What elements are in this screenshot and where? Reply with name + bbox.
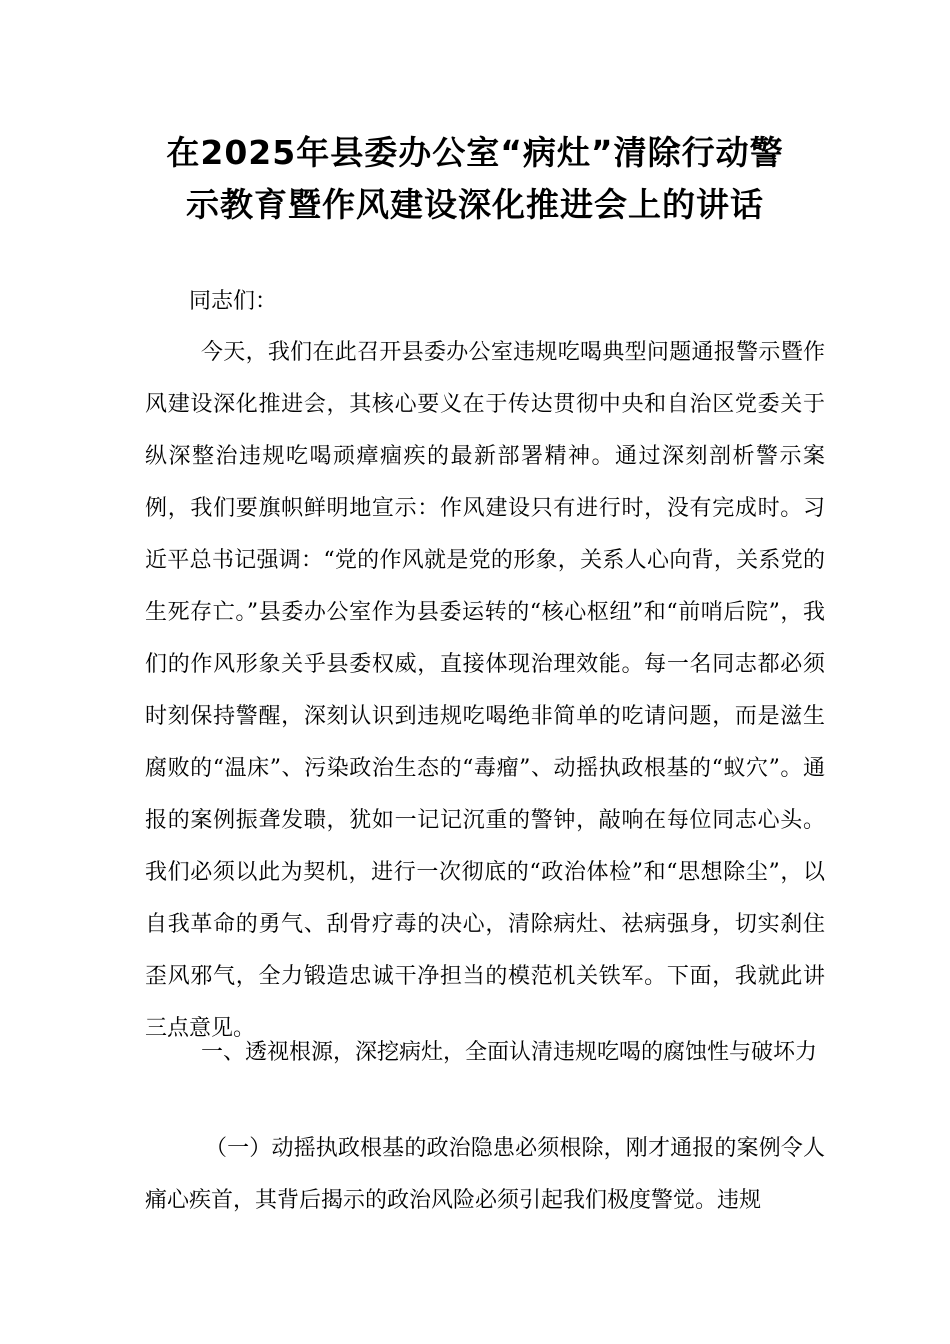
- document-title-line-1: 在2025年县委办公室“病灶”清除行动警: [166, 133, 784, 172]
- document-title-line-2: 示教育暨作风建设深化推进会上的讲话: [186, 185, 764, 224]
- salutation: 同志们：: [189, 289, 278, 314]
- paragraph-subsection-1: （一）动摇执政根基的政治隐患必须根除，刚才通报的案例令人痛心疾首，其背后揭示的政治风险必须引起我们极度警觉。违规: [145, 1136, 825, 1213]
- paragraph-introduction: 今天，我们在此召开县委办公室违规吃喝典型问题通报警示暨作风建设深化推进会，其核心要义在于传达贯彻中央和自治区党委关于纵深整治违规吃喝顽瘴痼疾的最新部署精神。通过深刻剖析警示案例，我们要旗帜鲜明地宣示：作风建设只有进行时，没有完成时。习近平总书记强调：“党的作风就是党的形象，关系人心向背，关系党的生死存亡。”县委办公室作为县委运转的“核心枢纽”和“前哨后院”，我们的作风形象关乎县委权威，直接体现治理效能。每一名同志都必须时刻保持警醒，深刻认识到违规吃喝绝非简单的吃请问题，而是滋生腐败的“温床”、污染政治生态的“毒瘤”、动摇执政根基的“蚁穴”。通报的案例振聋发聩，犹如一记记沉重的警钟，敲响在每位同志心头。我们必须以此为契机，进行一次彻底的“政治体检”和“思想除尘”，以自我革命的勇气、刮骨疗毒的决心，清除病灶、祛病强身，切实刹住歪风邪气，全力锻造忠诚干净担当的模范机关铁军。下面，我就此讲三点意见。: [145, 340, 825, 1041]
- section-heading-1: 一、透视根源，深挖病灶，全面认清违规吃喝的腐蚀性与破坏力: [201, 1040, 818, 1065]
